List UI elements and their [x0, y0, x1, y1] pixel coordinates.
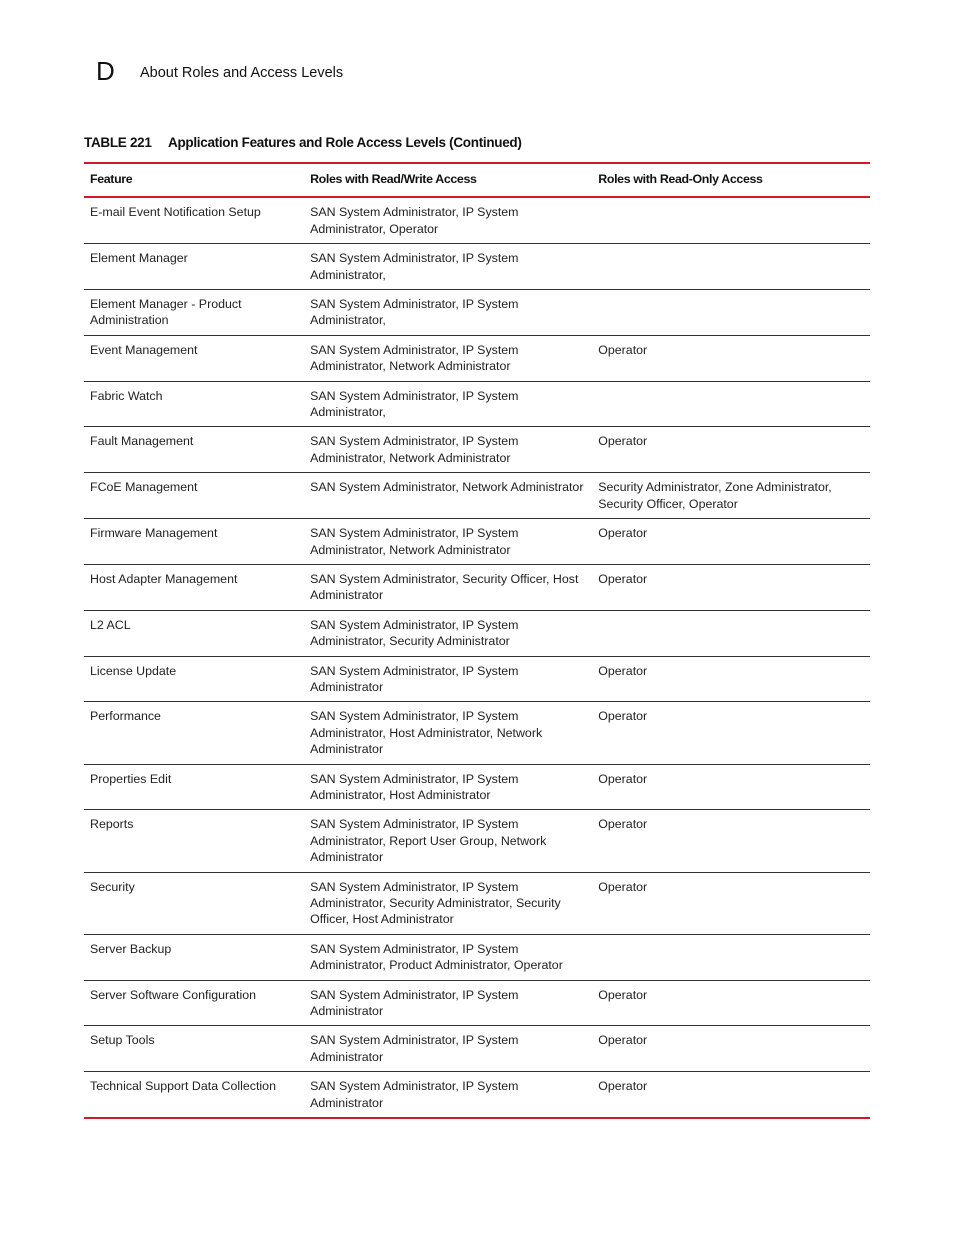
- feature-cell: Event Management: [90, 342, 198, 357]
- read-write-cell: SAN System Administrator, IP System Administrator, Network Administrator: [310, 342, 519, 374]
- read-write-cell: SAN System Administrator, IP System Administrator: [310, 987, 519, 1019]
- column-header-feature: Feature: [90, 172, 133, 186]
- read-write-cell: SAN System Administrator, IP System Administrator: [310, 663, 519, 694]
- read-only-cell: [592, 381, 870, 427]
- read-write-cell: SAN System Administrator, IP System Administrator, Operator: [310, 205, 519, 236]
- table-caption: [84, 135, 522, 150]
- read-only-cell: Operator: [598, 663, 648, 678]
- read-only-cell: Operator: [598, 879, 648, 894]
- read-write-cell: SAN System Administrator, IP System Administrator, Product Administrator, Operator: [310, 941, 563, 973]
- table-row: [84, 564, 870, 610]
- table-row: [84, 610, 870, 656]
- table-row: [84, 1026, 870, 1072]
- read-write-cell: SAN System Administrator, IP System Administrator,: [310, 388, 519, 420]
- read-only-cell: Security Administrator, Zone Administrator, Security Officer, Operator: [598, 480, 832, 511]
- read-only-cell: Operator: [598, 571, 648, 586]
- read-write-cell: SAN System Administrator, IP System Administrator, Network Administrator: [310, 526, 519, 557]
- feature-cell: Firmware Management: [90, 526, 218, 541]
- feature-cell: Security: [90, 879, 135, 894]
- read-write-cell: SAN System Administrator, Network Administrator: [310, 480, 584, 495]
- feature-cell: L2 ACL: [90, 617, 131, 632]
- read-write-cell: SAN System Administrator, IP System Administrator,: [310, 297, 519, 328]
- table-row: [84, 335, 870, 381]
- table-number: TABLE 221: [84, 135, 152, 150]
- table-row: [84, 810, 870, 872]
- read-only-cell: Operator: [598, 709, 648, 724]
- read-write-cell: SAN System Administrator, IP System Administrator: [310, 1079, 519, 1110]
- read-only-cell: [592, 934, 870, 980]
- table-row: [84, 1072, 870, 1118]
- column-header-read-only: Roles with Read-Only Access: [598, 172, 763, 186]
- table-row: [84, 702, 870, 764]
- feature-cell: Performance: [90, 709, 161, 724]
- read-only-cell: [592, 610, 870, 656]
- read-write-cell: SAN System Administrator, IP System Administrator: [310, 1033, 519, 1064]
- read-only-cell: [592, 197, 870, 243]
- table-title: Application Features and Role Access Levels (Continued): [168, 135, 522, 150]
- table-row: [84, 980, 870, 1026]
- read-only-cell: Operator: [598, 1079, 648, 1094]
- roles-access-table: [84, 162, 870, 1119]
- feature-cell: Properties Edit: [90, 771, 172, 786]
- feature-cell: License Update: [90, 663, 177, 678]
- table-row: [84, 244, 870, 290]
- table-row: [84, 934, 870, 980]
- table-row: [84, 473, 870, 519]
- table-row: [84, 197, 870, 243]
- read-write-cell: SAN System Administrator, IP System Administrator,: [310, 251, 519, 282]
- table-body: [84, 197, 870, 1118]
- feature-cell: Setup Tools: [90, 1033, 155, 1048]
- table-row: [84, 656, 870, 702]
- table-row: [84, 519, 870, 565]
- table-header-row: [84, 163, 870, 197]
- feature-cell: Technical Support Data Collection: [90, 1079, 276, 1094]
- table-row: [84, 764, 870, 810]
- read-write-cell: SAN System Administrator, IP System Administrator, Network Administrator: [310, 434, 519, 465]
- read-write-cell: SAN System Administrator, IP System Administrator, Report User Group, Network Administrator: [310, 817, 547, 865]
- page-header-title: About Roles and Access Levels: [140, 65, 344, 81]
- read-write-cell: SAN System Administrator, IP System Administrator, Security Administrator, Security Officer, Host Administrator: [310, 879, 561, 927]
- table-row: [84, 290, 870, 336]
- read-write-cell: SAN System Administrator, IP System Administrator, Host Administrator, Network Administrator: [310, 709, 543, 757]
- feature-cell: Reports: [90, 817, 134, 832]
- read-only-cell: Operator: [598, 342, 648, 357]
- feature-cell: Fault Management: [90, 434, 194, 449]
- feature-cell: Element Manager - Product Administration: [90, 297, 242, 328]
- read-write-cell: SAN System Administrator, Security Officer, Host Administrator: [310, 571, 579, 603]
- column-header-read-write: Roles with Read/Write Access: [310, 172, 477, 186]
- read-only-cell: Operator: [598, 526, 648, 541]
- read-only-cell: Operator: [598, 1033, 648, 1048]
- read-only-cell: Operator: [598, 434, 648, 449]
- chapter-letter: D: [96, 56, 115, 86]
- read-write-cell: SAN System Administrator, IP System Administrator, Host Administrator: [310, 771, 519, 802]
- read-only-cell: Operator: [598, 771, 648, 786]
- read-only-cell: Operator: [598, 817, 648, 832]
- feature-cell: Host Adapter Management: [90, 571, 238, 586]
- table-row: [84, 872, 870, 934]
- feature-cell: Fabric Watch: [90, 388, 163, 403]
- table-row: [84, 381, 870, 427]
- feature-cell: FCoE Management: [90, 480, 198, 495]
- table-row: [84, 427, 870, 473]
- feature-cell: Server Software Configuration: [90, 987, 256, 1002]
- feature-cell: E-mail Event Notification Setup: [90, 205, 261, 220]
- read-only-cell: [592, 244, 870, 290]
- read-only-cell: Operator: [598, 987, 648, 1002]
- feature-cell: Server Backup: [90, 941, 172, 956]
- feature-cell: Element Manager: [90, 251, 188, 266]
- read-only-cell: [592, 290, 870, 336]
- read-write-cell: SAN System Administrator, IP System Administrator, Security Administrator: [310, 617, 519, 649]
